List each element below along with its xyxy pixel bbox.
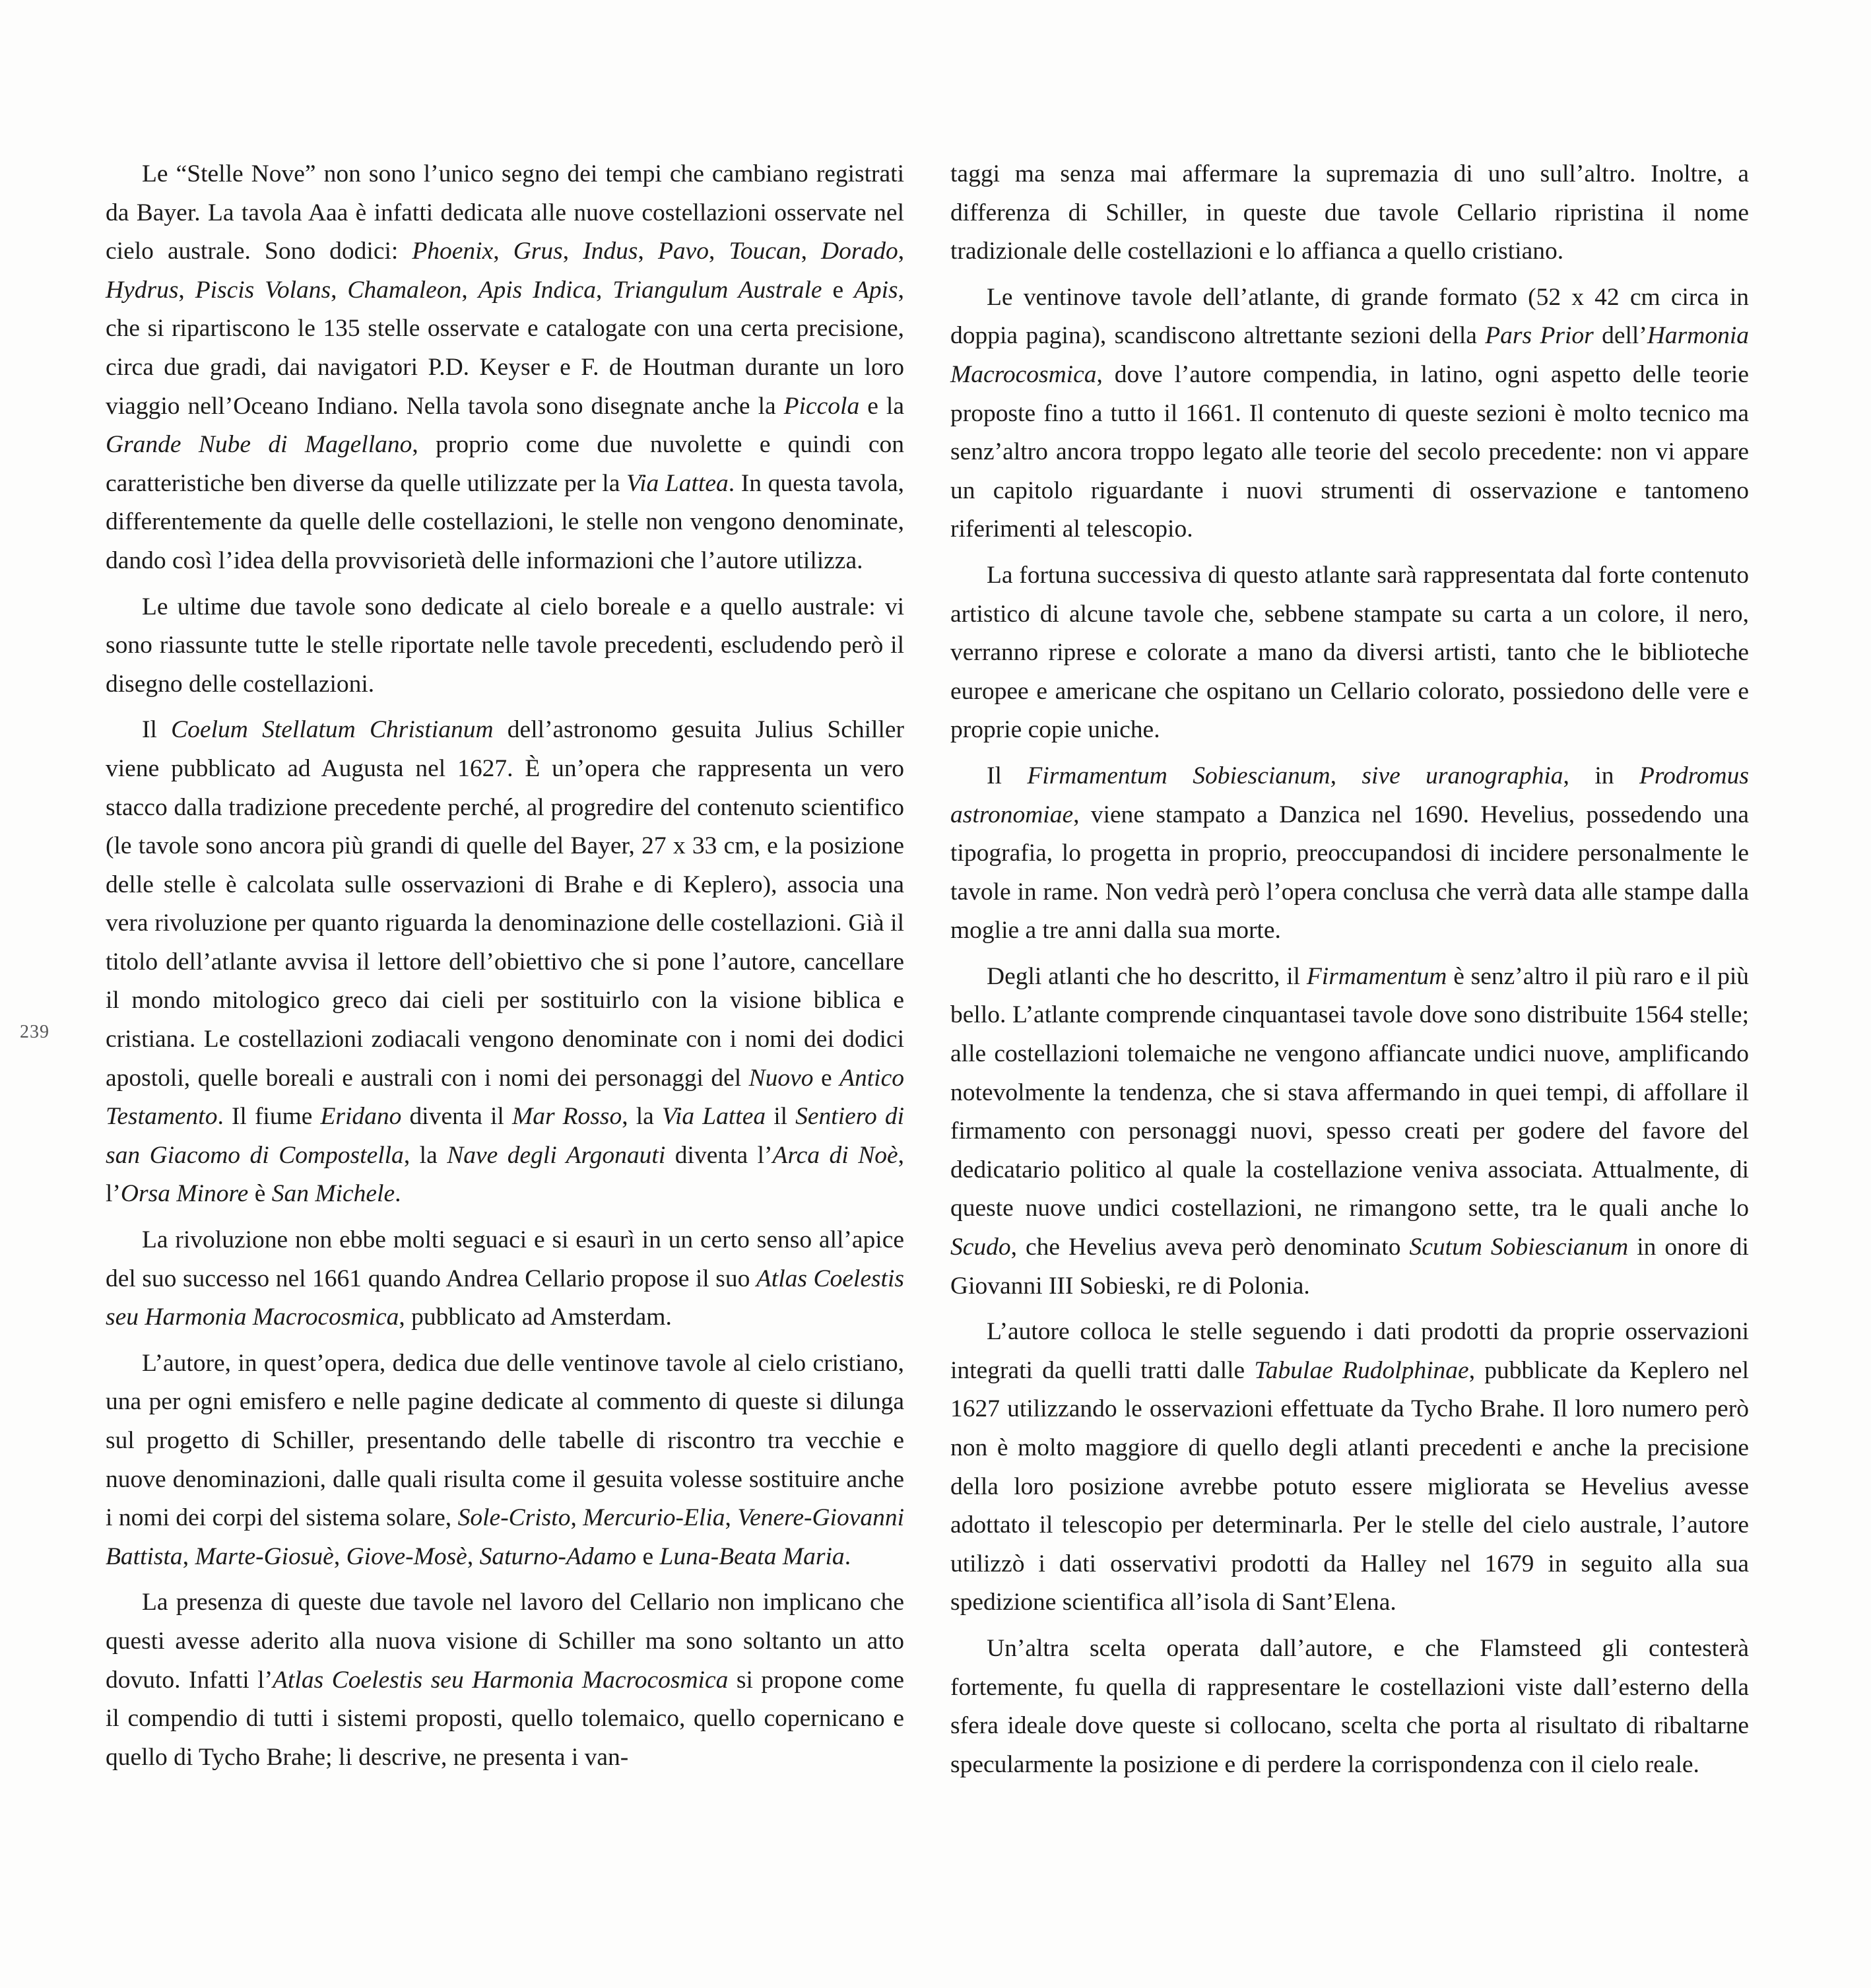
italic-title: Piccola (783, 392, 860, 420)
italic-title: Eridano (320, 1103, 402, 1131)
italic-title: Sole-Cristo (457, 1504, 571, 1532)
text-run: taggi ma senza mai affermare la supremazia di uno sull’altro. Inoltre, a differenza di Schiller, in queste due tavole Cellario ripristina il nome tradizionale delle costellazioni e lo affianca a quello cristiano. (950, 160, 1749, 265)
italic-title: Luna-Beata Maria (659, 1542, 845, 1570)
text-run: , pubblicate da Keplero nel 1627 utilizzando le osservazioni effettuate da Tycho Brahe. Il loro numero però non è molto maggiore di quello degli atlanti precedenti e anche la precisione della loro posizione avrebbe potuto essere migliorata se Hevelius avesse adottato il telescopio per determinarla. Per le stelle del cielo australe, l’autore utilizzò i dati osservativi prodotti da Halley nel 1679 in seguito alla sua spedizione scientifica all’isola di Sant’Elena. (950, 1356, 1749, 1616)
text-run: , dove l’autore compendia, in latino, ogni aspetto delle teorie proposte fino a tutto il 1661. Il contenuto di queste sezioni è molto tecnico ma senz’altro ancora troppo legato alle teorie del secolo precedente: non vi appare un capitolo riguardante i nuovi strumenti di osservazione e tantomeno riferimenti al telescopio. (950, 360, 1749, 543)
text-run: , (331, 276, 348, 304)
italic-title: Prodromus astronomiae (950, 762, 1749, 828)
text-run: e la (859, 392, 904, 420)
text-run: , la (403, 1141, 447, 1169)
text-run: , viene stampato a Danzica nel 1690. Hevelius, possedendo una tipografia, lo progetta in proprio, preoccupandosi di incidere personalmente le tavole in rame. Non vedrà però l’opera conclusa che verrà data alle stampe dalla moglie a tre anni dalla sua morte. (950, 801, 1749, 944)
text-run: , (898, 238, 905, 265)
text-run: Il (987, 762, 1028, 789)
text-run: , (801, 238, 822, 265)
italic-title: Dorado (821, 238, 898, 265)
right-text-column (950, 155, 1749, 1784)
italic-title: Indus (583, 238, 638, 265)
text-run: Un’altra scelta operata dall’autore, e che Flamsteed gli contesterà fortemente, fu quella di rappresentare le costellazioni viste dall’esterno della sfera ideale dove queste si collocano, scelta che porta al risultato di ribaltarne specularmente la posizione e di perdere la corrispondenza con il cielo reale. (950, 1634, 1749, 1778)
text-run: , (562, 238, 583, 265)
text-run: , (493, 238, 513, 265)
text-run: La rivoluzione non ebbe molti seguaci e si esaurì in un certo senso all’apice del suo successo nel 1661 quando Andrea Cellario propose il suo (106, 1226, 904, 1292)
text-run: , proprio come due nuvolette e quindi con caratteristiche ben diverse da quelle utilizzate per la (106, 431, 904, 497)
paragraph (950, 1630, 1749, 1784)
italic-title: Marte-Giosuè (195, 1542, 334, 1570)
text-run: si propone come il compendio di tutti i sistemi proposti, quello tolemaico, quello copernicano e quello di Tycho Brahe; li descrive, ne presenta i van- (106, 1666, 905, 1771)
text-run: , la (622, 1103, 662, 1131)
text-run: Degli atlanti che ho descritto, il (987, 962, 1307, 990)
italic-title: Saturno-Adamo (479, 1542, 637, 1570)
italic-title: Scutum Sobiescianum (1409, 1234, 1629, 1261)
text-run: Le ultime due tavole sono dedicate al cielo boreale e a quello australe: vi sono riassunte tutte le stelle riportate nelle tavole precedenti, escludendo però il disegno delle costellazioni. (106, 593, 904, 698)
italic-title: San Michele (271, 1180, 395, 1208)
italic-title: Grus (513, 238, 563, 265)
text-run: , che si ripartiscono le 135 stelle osservate e catalogate con una certa precisione, circa due gradi, dai navigatori P.D. Keyser e F. de Houtman durante un loro viaggio nell’Oceano Indiano. Nella tavola sono disegnate anche la (106, 276, 905, 420)
italic-title: Sentiero di san Giacomo di Compostella (106, 1103, 904, 1169)
italic-title: Phoenix (412, 238, 494, 265)
paragraph (950, 958, 1749, 1306)
italic-title: Mercurio-Elia (583, 1504, 725, 1532)
italic-title: Pavo (657, 238, 709, 265)
paragraph (950, 556, 1749, 750)
italic-title: Scudo (950, 1234, 1011, 1261)
italic-title: Venere-Giovanni Battista (106, 1504, 905, 1570)
text-run: , (570, 1504, 583, 1532)
paragraph (106, 1344, 904, 1577)
italic-title: Via Lattea (626, 469, 729, 497)
text-run: dell’ (1593, 322, 1647, 350)
italic-title: Nave degli Argonauti (447, 1141, 666, 1169)
paragraph (950, 155, 1749, 271)
text-run: . (844, 1542, 851, 1570)
text-run: , che Hevelius aveva però denominato (1010, 1234, 1410, 1261)
italic-title: Chamaleon (347, 276, 462, 304)
left-text-column (106, 155, 904, 1777)
text-run: il (766, 1103, 796, 1131)
italic-title: Antico Testamento (106, 1064, 904, 1131)
italic-title: Apis Indica (478, 276, 596, 304)
text-run: , (725, 1504, 738, 1532)
italic-title: Atlas Coelestis seu Harmonia Macrocosmica (273, 1666, 729, 1694)
text-run: , pubblicato ad Amsterdam. (399, 1304, 672, 1331)
text-run: , in (1563, 762, 1639, 789)
text-run: . In questa tavola, differentemente da quelle delle costellazioni, le stelle non vengono denominate, dando così l’idea della provvisorietà delle informazioni che l’autore utilizza. (106, 469, 904, 574)
text-run: è senz’altro il più raro e il più bello. L’atlante comprende cinquantasei tavole dove sono distribuite 1564 stelle; alle costellazioni tolemaiche ne vengono affiancate undici nuove, amplificando notevolmente la tendenza, che si stava affermando in quei tempi, di affollare il firmamento con personaggi nuovi, spesso creati per godere del favore del dedicatario politico al quale la costellazione veniva associata. Attualmente, di queste nuove undici costellazioni, ne rimangono sette, tra le quali anche lo (950, 962, 1749, 1222)
italic-title: Triangulum Australe (612, 276, 822, 304)
italic-title: Grande Nube di Magellano (106, 431, 412, 459)
italic-title: Hydrus (106, 276, 179, 304)
text-run: La fortuna successiva di questo atlante sarà rappresentata dal forte contenuto artistico di alcune tavole che, sebbene stampate su carta a un colore, il nero, verranno riprese e colorate a mano da diversi artisti, tanto che le biblioteche europee e americane che ospitano un Cellario colorato, possiedono delle vere e proprie copie uniche. (950, 561, 1749, 744)
paragraph (950, 757, 1749, 950)
text-run: è (248, 1180, 272, 1208)
text-run: . Il fiume (217, 1103, 321, 1131)
text-run: , (467, 1542, 480, 1570)
italic-title: Coelum Stellatum Christianum (171, 716, 494, 744)
text-run: , (182, 1542, 195, 1570)
italic-title: Mar Rosso (511, 1103, 622, 1131)
italic-title: Via Lattea (661, 1103, 766, 1131)
page-number: 239 (20, 1022, 49, 1042)
italic-title: Nuovo (748, 1064, 814, 1092)
italic-title: Arca di Noè (772, 1141, 898, 1169)
italic-title: Giove-Mosè (346, 1542, 467, 1570)
italic-title: Atlas Coelestis seu Harmonia Macrocosmica (106, 1265, 904, 1331)
text-run: Il (142, 716, 172, 744)
text-run: Le ventinove tavole dell’atlante, di grande formato (52 x 42 cm circa in doppia pagina), scandiscono altrettante sezioni della (950, 283, 1749, 350)
text-run: , l’ (106, 1141, 904, 1208)
text-run: . (395, 1180, 401, 1208)
italic-title: Harmonia Macrocosmica (950, 322, 1749, 388)
paragraph (106, 1583, 904, 1777)
italic-title: Firmamentum (1306, 962, 1447, 990)
text-run: , (461, 276, 478, 304)
paragraph (106, 155, 904, 581)
italic-title: Pars Prior (1485, 322, 1594, 350)
italic-title: Piscis Volans (195, 276, 331, 304)
italic-title: Apis (853, 276, 898, 304)
text-run: Le “Stelle Nove” non sono l’unico segno dei tempi che cambiano registrati da Bayer. La tavola Aaa è infatti dedicata alle nuove costellazioni osservate nel cielo australe. Sono dodici: (106, 160, 904, 265)
italic-title: Tabulae Rudolphinae (1254, 1356, 1469, 1384)
text-run: L’autore, in quest’opera, dedica due delle ventinove tavole al cielo cristiano, una per ogni emisfero e nelle pagine dedicate al commento di queste si dilunga sul progetto di Schiller, presentando delle tabelle di riscontro tra vecchie e nuove denominazioni, dalle quali risulta come il gesuita volesse sostituire anche i nomi dei corpi del sistema solare, (106, 1349, 904, 1532)
text-run: La presenza di queste due tavole nel lavoro del Cellario non implicano che questi avesse aderito alla nuova visione di Schiller ma sono soltanto un atto dovuto. Infatti l’ (106, 1589, 904, 1694)
italic-title: Toucan (729, 238, 801, 265)
text-run: dell’astronomo gesuita Julius Schiller viene pubblicato ad Augusta nel 1627. È un’opera che rappresenta un vero stacco dalla tradizione precedente perché, al progredire del contenuto scientifico (le tavole sono ancora più grandi di quelle del Bayer, 27 x 33 cm, e la posizione delle stelle è calcolata sulle osservazioni di Brahe e di Keplero), associa una vera rivoluzione per quanto riguarda la denominazione delle costellazioni. Già il titolo dell’atlante avvisa il lettore dell’obiettivo che si pone l’autore, cancellare il mondo mitologico greco dai cieli per sostituirlo con la visione biblica e cristiana. Le costellazioni zodiacali vengono denominate con i nomi dei dodici apostoli, quelle boreali e australi con i nomi dei personaggi del (106, 716, 904, 1092)
paragraph (106, 588, 904, 704)
text-run: e (822, 276, 854, 304)
text-run: , (709, 238, 729, 265)
text-run: L’autore colloca le stelle seguendo i dati prodotti da proprie osservazioni integrati da quelli tratti dalle (950, 1318, 1749, 1384)
text-run: diventa il (401, 1103, 512, 1131)
italic-title: Firmamentum Sobiescianum, sive uranographia (1027, 762, 1563, 789)
text-run: , (638, 238, 658, 265)
text-run: in onore di Giovanni III Sobieski, re di Polonia. (950, 1234, 1749, 1300)
text-run: , (178, 276, 195, 304)
paragraph (950, 279, 1749, 549)
text-run: diventa l’ (665, 1141, 773, 1169)
text-run: e (636, 1542, 660, 1570)
paragraph (106, 711, 904, 1214)
text-run: , (595, 276, 613, 304)
text-run: e (813, 1064, 840, 1092)
italic-title: Orsa Minore (120, 1180, 249, 1208)
paragraph (950, 1313, 1749, 1622)
paragraph (106, 1221, 904, 1337)
text-run: , (333, 1542, 346, 1570)
